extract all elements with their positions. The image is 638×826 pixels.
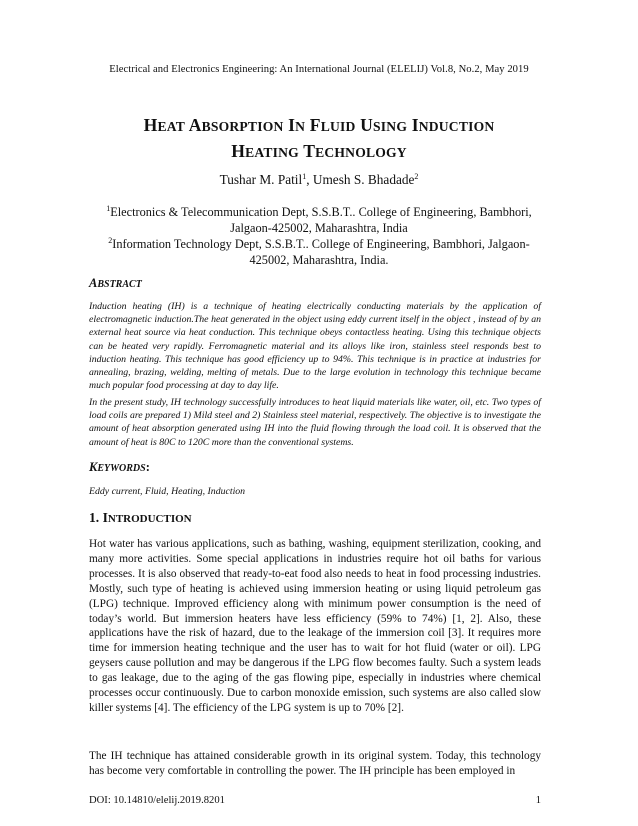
affiliation-marker: 1 (302, 172, 307, 181)
keywords-heading: KEYWORDS: (89, 460, 150, 474)
affiliation-marker: 2 (414, 172, 419, 181)
author-name: Tushar M. Patil (219, 172, 303, 187)
introduction-heading: 1. INTRODUCTION (89, 510, 192, 525)
abstract-heading: ABSTRACT (89, 276, 142, 290)
page-footer (89, 795, 541, 806)
body-paragraph: Hot water has various applications, such as bathing, washing, equipment sterilization, cooking, and many more activities. Some special applications in industries require hot oil baths for various processes. It is also observed that ready-to-eat food also needs to heat in food processing industries. Mostly, such type of heating is achieved using immersion heating or using liquid petroleum gas (LPG) technique. Improved efficiency along with minimum power consumption is the need of today’s world. But immersion heaters have less efficiency (59% to 74%) [1, 2]. Also, these applications have the risk of hazard, due to the leakage of the immersion coil [3]. It requires more time for immersion heating technique and the user has to wait for hot fluid (water or oil). LPG geysers cause pollution and may be dangerous if the LPG flow becomes faulty. Such a system leads to gas leakage, due to the aging of the gas flowing pipe, especially in industries where chemical processes occur continuously. Due to carbon monoxide emission, such systems are also called slow killer systems [4]. The efficiency of the LPG system is up to 70% [2]. (89, 538, 541, 714)
affiliations (80, 204, 558, 268)
body-paragraph: The IH technique has attained considerable growth in its original system. Today, this technology has become very comfortable in controlling the power. The IH principle has been employed in (89, 750, 541, 777)
paper-title (60, 113, 578, 165)
running-head: Electrical and Electronics Engineering: An International Journal (ELELIJ) Vol.8, No.2, May 2019 (109, 64, 529, 75)
author-list: Tushar M. Patil$^1$, Umesh S. Bhadade$^2$ (219, 172, 419, 187)
author-name: Umesh S. Bhadade (312, 172, 415, 187)
abstract-paragraph: Induction heating (IH) is a technique of heating electrically conducting materials by the application of electromagnetic induction.The heat generated in the object using eddy current itself in the object , instead of by an external heat source via heat conduction. This technique obeys contactless heating. Using this technique objects can be heated very rapidly. Ferromagnetic material and its alloys like iron, stainless steel responds best to induction heating. This technique has good efficiency up to 94%. This technique is in practice at industries for annealing, brazing, welding, melting of metals. Due to the large evolution in technology this technique became much popular food processing at day to day life. (89, 301, 541, 392)
affiliation-2: $^2$Information Technology Dept, S.S.B.T.. College of Engineering, Bambhori, Jalgaon- 425002, Maharashtra, India. (108, 236, 530, 267)
abstract-paragraph: In the present study, IH technology successfully introduces to heat liquid materials like water, oil, etc. Two types of load coils are prepared 1) Mild steel and 2) Stainless steel material, respectively. The objective is to investigate the amount of heat absorption generated using IH into the fluid flowing through the load coil. It is observed that the amount of heat is 80C to 120C more than the conventional systems. (89, 397, 541, 448)
title-line-2: HEATING TECHNOLOGY (231, 141, 407, 161)
page-number: 1 (535, 795, 541, 806)
affiliation-1: $^1$Electronics & Telecommunication Dept, S.S.B.T.. College of Engineering, Bambhori, Jalgaon-425002, Maharashtra, India (106, 204, 532, 235)
keywords-text: Eddy current, Fluid, Heating, Induction (89, 486, 246, 497)
title-line-1: HEAT ABSORPTION IN FLUID USING INDUCTION (143, 115, 495, 135)
doi-text: DOI: 10.14810/elelij.2019.8201 (89, 795, 225, 806)
